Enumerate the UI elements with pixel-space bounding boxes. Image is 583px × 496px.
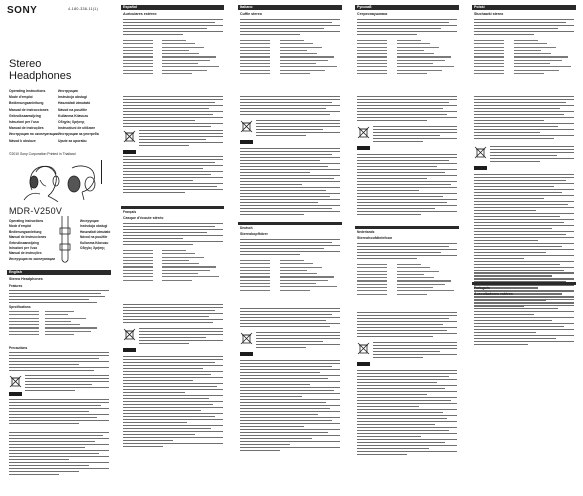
language-item: Kullanma Kılavuzu <box>58 113 89 118</box>
language-item: Bedienungsanleitung <box>9 101 44 106</box>
section-bar <box>238 5 342 10</box>
section-bar-label: Русский <box>357 5 372 9</box>
spec-labels <box>474 40 504 76</box>
language-item: Operating Instructions <box>9 89 46 93</box>
body-text <box>123 356 223 449</box>
section-heading: Słuchawki stereo <box>474 12 504 16</box>
body-text <box>123 223 223 247</box>
language-item: Manual de instrucciones <box>9 107 49 112</box>
section-heading: Stereokopfhörer <box>240 232 268 236</box>
language-item: Návod na použitie <box>80 235 108 240</box>
disposal-text <box>256 332 340 350</box>
black-marker <box>123 348 136 352</box>
section-bar <box>121 206 224 209</box>
body-text <box>357 154 457 217</box>
model-number: MDR-V250V <box>9 206 63 216</box>
black-marker <box>123 150 136 154</box>
section-heading: Stereo Headphones <box>9 277 43 281</box>
language-item: Návod k obsluze <box>9 138 36 143</box>
language-note-right <box>80 219 110 251</box>
spec-values <box>45 311 103 337</box>
section-heading: Стереонаушники <box>357 12 388 16</box>
section-bar-label: English <box>9 270 22 274</box>
section-bar <box>472 5 576 10</box>
body-text <box>357 370 457 457</box>
language-item: Инструкция по эксплуатации <box>9 132 58 137</box>
language-item: Használati útmutató <box>80 229 111 234</box>
title-line-2: Headphones <box>9 70 72 82</box>
spec-labels <box>123 250 153 283</box>
body-text <box>9 399 109 426</box>
black-marker <box>240 140 253 144</box>
language-item: Instrukcja obsługi <box>80 224 108 229</box>
section-heading: Auscultadores estéreo <box>474 292 513 296</box>
language-item: Operating Instructions <box>9 219 44 223</box>
spec-values <box>397 264 457 297</box>
body-text <box>240 148 340 217</box>
body-text <box>123 156 223 195</box>
body-text <box>474 19 574 37</box>
language-item: Návod na použitie <box>58 107 88 112</box>
body-text <box>240 96 340 117</box>
disposal-text <box>490 146 574 164</box>
language-item: Manual de instrucciones <box>9 235 47 240</box>
language-item: Bedienungsanleitung <box>9 229 42 234</box>
spec-values <box>397 40 457 76</box>
section-bar <box>355 226 459 229</box>
sub-bar-label: Português <box>474 286 490 290</box>
body-text <box>474 299 574 347</box>
weee-bin-icon <box>240 332 253 346</box>
language-item: Οδηγίες Χρήσης <box>58 120 85 125</box>
specifications-heading: Specifications <box>9 305 31 309</box>
sub-bar-label: Français <box>123 210 137 214</box>
section-heading: Auriculares estéreo <box>123 12 157 16</box>
language-item: Manual de instruções <box>9 251 42 256</box>
features-heading: Features <box>9 284 23 288</box>
precautions-heading: Precautions <box>9 346 28 350</box>
divider-line <box>101 160 102 184</box>
body-text <box>123 19 223 37</box>
weee-bin-icon <box>123 130 136 144</box>
spec-labels <box>357 40 387 76</box>
language-item: Οδηγίες Χρήσης <box>80 246 105 251</box>
section-bar <box>238 222 342 225</box>
weee-bin-icon <box>9 375 22 389</box>
spec-values <box>162 40 222 76</box>
language-item: Mode d'emploi <box>9 224 32 229</box>
body-text <box>474 96 574 141</box>
sub-bar-label: Nederlands <box>357 230 375 234</box>
language-item: Instrucțiuni de utilizare <box>58 126 96 131</box>
weee-bin-icon <box>357 342 370 356</box>
body-text <box>357 96 457 123</box>
language-item: Gebruiksaanwijzing <box>9 240 39 245</box>
spec-values <box>280 260 340 293</box>
part-number: 4-180-338-11(1) <box>68 7 99 11</box>
language-list-right <box>58 88 99 144</box>
black-marker <box>9 392 22 396</box>
language-item: Használati útmutató <box>58 101 91 106</box>
sub-bar-label: Deutsch <box>240 226 253 230</box>
spec-values <box>280 40 340 76</box>
body-text <box>357 19 457 37</box>
language-item: Mode d'emploi <box>9 95 33 100</box>
body-text <box>123 96 223 129</box>
section-heading: Casque d'écoute stéréo <box>123 216 164 220</box>
language-item: Инструкции за употреба <box>58 132 99 137</box>
spec-labels <box>9 311 39 337</box>
language-item: Istruzioni per l'uso <box>9 246 38 251</box>
body-text <box>357 243 457 261</box>
black-marker <box>357 362 370 366</box>
copyright-line: ©2010 Sony Corporation Printed in Thailand <box>9 152 76 156</box>
title-line-1: Stereo <box>9 58 42 70</box>
disposal-text <box>139 130 223 148</box>
body-text <box>240 19 340 37</box>
weee-bin-icon <box>240 120 253 134</box>
spec-labels <box>357 264 387 297</box>
section-bar-label: Español <box>123 5 137 9</box>
body-text <box>9 290 109 305</box>
section-heading: Cuffie stereo <box>240 12 262 16</box>
language-item: Instrukcja obsługi <box>58 95 88 100</box>
disposal-text <box>25 375 109 393</box>
language-list-left <box>9 88 58 144</box>
language-item: Upute za uporabu <box>58 138 87 143</box>
spec-values <box>514 40 574 76</box>
language-note-left <box>9 219 55 262</box>
language-item: Istruzioni per l'uso <box>9 120 40 125</box>
language-item: Gebruiksaanwijzing <box>9 113 41 118</box>
black-marker <box>357 146 370 150</box>
body-text <box>9 432 109 477</box>
body-text <box>240 308 340 329</box>
body-text <box>240 360 340 453</box>
spec-values <box>162 250 222 283</box>
section-bar <box>7 270 111 275</box>
body-text <box>240 239 340 257</box>
wearing-headphones-illustration <box>10 160 102 202</box>
section-heading: Stereohoofdtelefoon <box>357 236 393 240</box>
language-item: Инструкция <box>80 219 99 223</box>
black-marker <box>474 166 487 170</box>
language-item: Manual de instruções <box>9 126 44 131</box>
section-bar <box>472 282 576 285</box>
brand-logo: SONY <box>7 5 38 16</box>
disposal-text <box>139 328 223 346</box>
body-text <box>123 304 223 325</box>
language-item: Инструкция <box>58 89 78 93</box>
black-marker <box>240 352 253 356</box>
spec-labels <box>123 40 153 76</box>
spec-labels <box>240 260 270 293</box>
disposal-text <box>373 342 457 360</box>
weee-bin-icon <box>123 328 136 342</box>
disposal-text <box>256 120 340 138</box>
section-bar-label: Polski <box>474 5 485 9</box>
language-item: Kullanma Kılavuzu <box>80 240 109 245</box>
cord-illustration <box>56 214 78 264</box>
weee-bin-icon <box>357 126 370 140</box>
spec-labels <box>240 40 270 76</box>
language-item: Инструкция по эксплуатации <box>9 256 55 261</box>
weee-bin-icon <box>474 146 487 160</box>
body-text <box>357 312 457 339</box>
section-bar-label: Italiano <box>240 5 253 9</box>
disposal-text <box>373 126 457 144</box>
body-text <box>9 352 109 373</box>
